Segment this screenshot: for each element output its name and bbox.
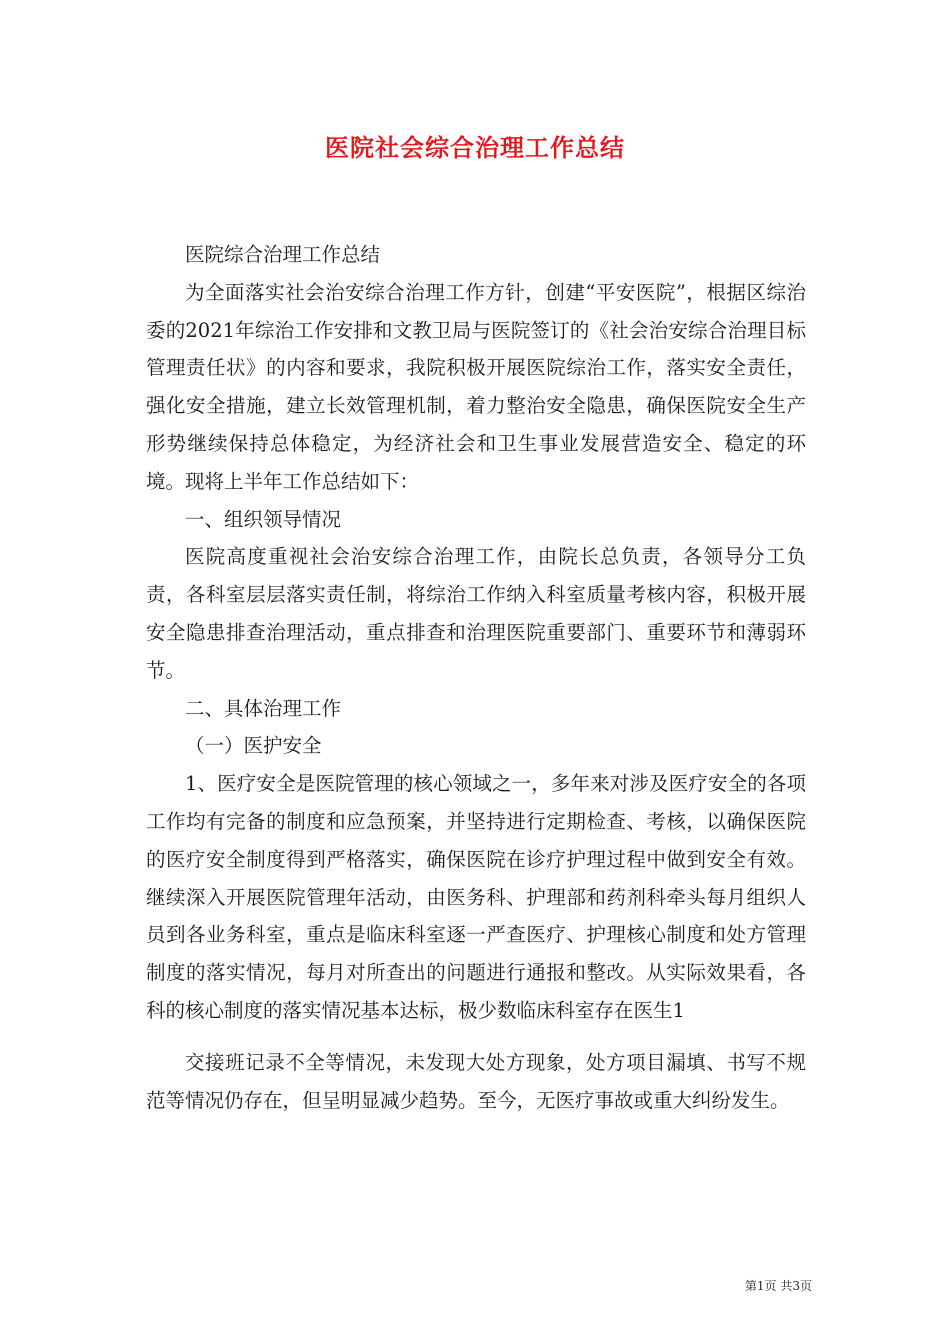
section-heading-1: 一、组织领导情况 xyxy=(185,507,342,531)
section-1-paragraph: 医院高度重视社会治安综合治理工作，由院长总负责，各领导分工负责，各科室层层落实责任制，将综治工作纳入科室质量考核内容，积极开展安全隐患排查治理活动，重点排查和治理医院重要部门、重要环节和薄弱环节。 xyxy=(146,545,806,682)
subtitle-paragraph: 医院综合治理工作总结 xyxy=(185,243,381,266)
intro-paragraph: 为全面落实社会治安综合治理工作方针，创建“平安医院”，根据区综治委的2021年综治工作安排和文教卫局与医院签订的《社会治安综合治理目标管理责任状》的内容和要求，我院积极开展医院综治工作，落实安全责任，强化安全措施，建立长效管理机制，着力整治安全隐患，确保医院安全生产形势继续保持总体稳定，为经济社会和卫生事业发展营造安全、稳定的环境。现将上半年工作总结如下： xyxy=(146,280,806,493)
section-heading-2: 二、具体治理工作 xyxy=(185,696,342,720)
document-title: 医院社会综合治理工作总结 xyxy=(325,133,625,162)
handover-paragraph: 交接班记录不全等情况，未发现大处方现象，处方项目漏填、书写不规范等情况仍存在，但呈明显减少趋势。至今，无医疗事故或重大纠纷发生。 xyxy=(146,1050,806,1112)
subsection-heading-1: （一）医护安全 xyxy=(185,734,322,758)
page-number-footer: 第1页 共3页 xyxy=(744,1279,812,1293)
medical-safety-paragraph: 1、医疗安全是医院管理的核心领域之一，多年来对涉及医疗安全的各项工作均有完备的制度和应急预案，并坚持进行定期检查、考核，以确保医院的医疗安全制度得到严格落实，确保医院在诊疗护理过程中做到安全有效。继续深入开展医院管理年活动，由医务科、护理部和药剂科牵头每月组织人员到各业务科室，重点是临床科室逐一严查医疗、护理核心制度和处方管理制度的落实情况，每月对所查出的问题进行通报和整改。从实际效果看，各科的核心制度的落实情况基本达标，极少数临床科室存在医生1 xyxy=(146,772,806,1022)
document-body xyxy=(146,236,806,1119)
